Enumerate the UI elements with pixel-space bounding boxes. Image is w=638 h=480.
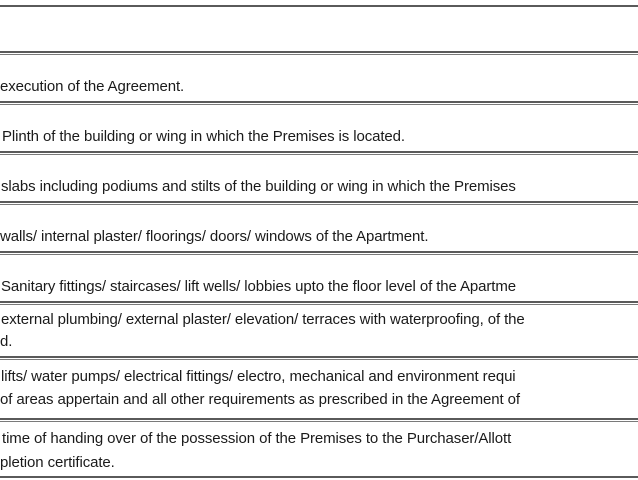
table-cell-text: Sanitary fittings/ staircases/ lift wells/ lobbies upto the floor level of the Apartme [1,278,516,295]
table-rule [0,356,638,358]
table-cell-text: execution of the Agreement. [0,78,185,95]
table-rule [0,151,638,153]
table-cell-text: pletion certificate. [0,454,115,471]
table-cell-text: of areas appertain and all other requirements as prescribed in the Agreement of [0,391,520,408]
table-cell-text: time of handing over of the possession of the Premises to the Purchaser/Allott [2,430,512,447]
table-rule [0,5,638,7]
table-rule [0,54,638,55]
table-cell-text: slabs including podiums and stilts of the building or wing in which the Premises [1,178,516,195]
table-rule [0,51,638,53]
table-cell-text: d. [0,333,13,350]
table-rule [0,251,638,253]
table-cell-text: external plumbing/ external plaster/ elevation/ terraces with waterproofing, of the [1,311,525,328]
table-rule [0,418,638,420]
table-cell-text: Plinth of the building or wing in which the Premises is located. [2,128,405,145]
table-rule [0,201,638,203]
table-rule [0,359,638,360]
table-rule [0,301,638,303]
table-rule [0,304,638,305]
table-rule [0,476,638,478]
table-rule [0,204,638,205]
table-rule [0,254,638,255]
table-cell-text: lifts/ water pumps/ electrical fittings/ electro, mechanical and environment requi [1,368,516,385]
table-rule [0,421,638,422]
table-cell-text: walls/ internal plaster/ floorings/ doors/ windows of the Apartment. [0,228,429,245]
table-rule [0,154,638,155]
table-rule [0,101,638,103]
table-rule [0,104,638,105]
